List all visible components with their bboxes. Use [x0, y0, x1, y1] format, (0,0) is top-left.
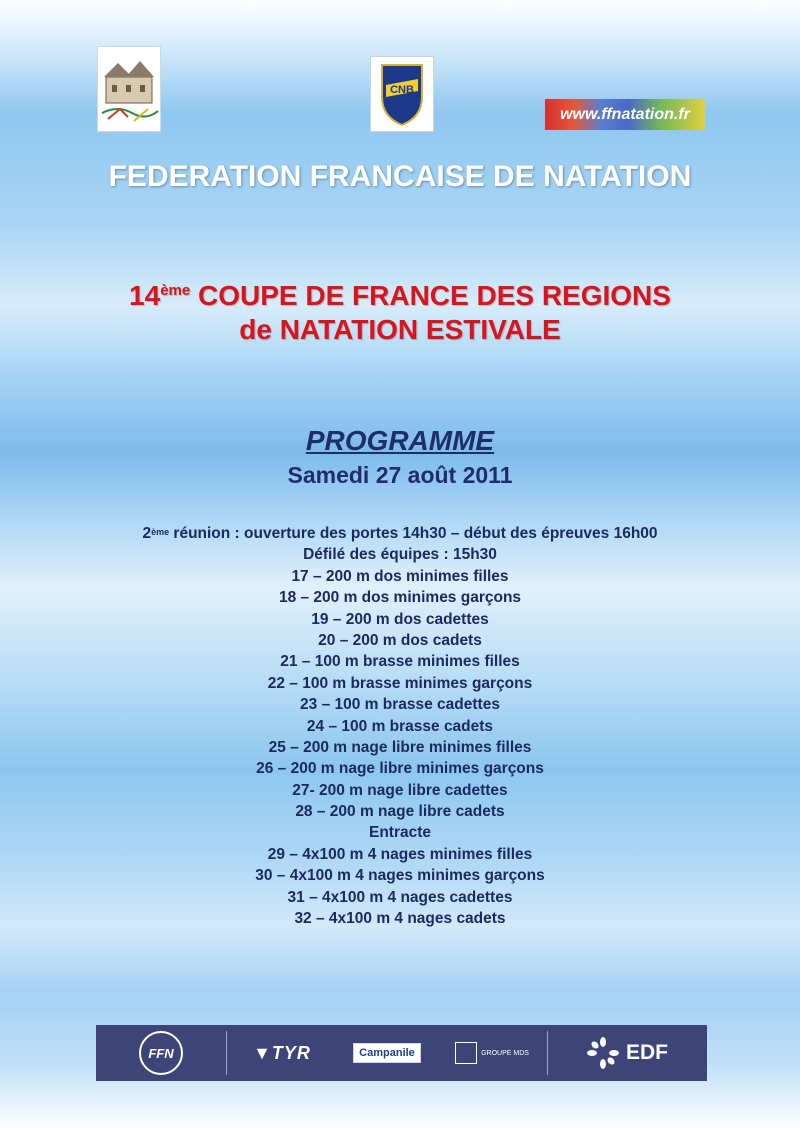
cup-title-text: COUPE DE FRANCE DES REGIONS — [190, 280, 671, 311]
programme-heading: PROGRAMME — [305, 425, 495, 456]
cup-edition-suffix: ème — [160, 282, 191, 299]
cup-title-line-1 — [0, 280, 800, 312]
club-initials: CNB — [390, 84, 414, 96]
federation-title: FEDERATION FRANCAISE DE NATATION — [108, 160, 692, 193]
club-shield-icon — [371, 57, 433, 131]
edf-sun-icon — [586, 1036, 620, 1070]
schedule-item: 28 – 200 m nage libre cadets — [295, 803, 505, 821]
ffn-website-logo[interactable] — [545, 99, 705, 130]
schedule-item: 24 – 100 m brasse cadets — [306, 717, 494, 735]
session-suffix: ème — [151, 527, 170, 537]
schedule-item: 26 – 200 m nage libre minimes garçons — [256, 760, 544, 778]
schedule-item: 22 – 100 m brasse minimes garçons — [267, 674, 533, 692]
schedule-item: 27- 200 m nage libre cadettes — [292, 781, 508, 799]
schedule-item: 23 – 100 m brasse cadettes — [300, 696, 500, 714]
edf-logo — [586, 1036, 668, 1070]
mds-logo — [455, 1042, 529, 1064]
schedule-item: 31 – 4x100 m 4 nages cadettes — [287, 888, 513, 906]
chateau-logo — [97, 46, 161, 132]
mds-mark-icon — [455, 1042, 477, 1064]
schedule-item: 25 – 200 m nage libre minimes filles — [268, 738, 532, 756]
mds-text: GROUPE MDS — [481, 1049, 529, 1057]
schedule-item: 20 – 200 m dos cadets — [318, 631, 482, 649]
website-url: www.ffnatation.fr — [560, 105, 690, 123]
sponsor-edf — [548, 1025, 706, 1081]
schedule-item: 32 – 4x100 m 4 nages cadets — [294, 910, 506, 928]
schedule-item: 19 – 200 m dos cadettes — [311, 610, 489, 628]
chateau-illustration-icon — [98, 47, 160, 131]
schedule-item: 29 – 4x100 m 4 nages minimes filles — [267, 845, 533, 863]
session-details: réunion : ouverture des portes 14h30 – début des épreuves 16h00 — [169, 525, 658, 542]
sponsor-mds — [437, 1025, 547, 1081]
ffn-emblem-icon — [139, 1031, 183, 1075]
programme-date: Samedi 27 août 2011 — [287, 462, 513, 488]
sponsor-tyr — [227, 1025, 337, 1081]
schedule-item: 30 – 4x100 m 4 nages minimes garçons — [255, 867, 545, 885]
schedule-item: 21 – 100 m brasse minimes filles — [280, 653, 520, 671]
cup-edition-number: 14 — [129, 280, 161, 311]
sponsor-bar — [96, 1025, 707, 1081]
programme-schedule — [0, 523, 800, 929]
campanile-logo: Campanile — [353, 1043, 421, 1063]
schedule-item: 17 – 200 m dos minimes filles — [291, 567, 509, 585]
edf-text: EDF — [626, 1041, 668, 1064]
sponsor-campanile — [337, 1025, 437, 1081]
sponsor-ffn — [96, 1025, 226, 1081]
club-shield-logo — [370, 56, 434, 132]
ffn-emblem-text: FFN — [148, 1045, 174, 1061]
session-number: 2 — [142, 525, 152, 542]
schedule-item: 18 – 200 m dos minimes garçons — [278, 589, 522, 607]
tyr-logo: ▼TYR — [253, 1042, 311, 1063]
schedule-item: Entracte — [368, 824, 432, 842]
schedule-item: Défilé des équipes : 15h30 — [303, 546, 497, 564]
session-line — [0, 523, 800, 544]
cup-title-line-2: de NATATION ESTIVALE — [239, 314, 561, 345]
